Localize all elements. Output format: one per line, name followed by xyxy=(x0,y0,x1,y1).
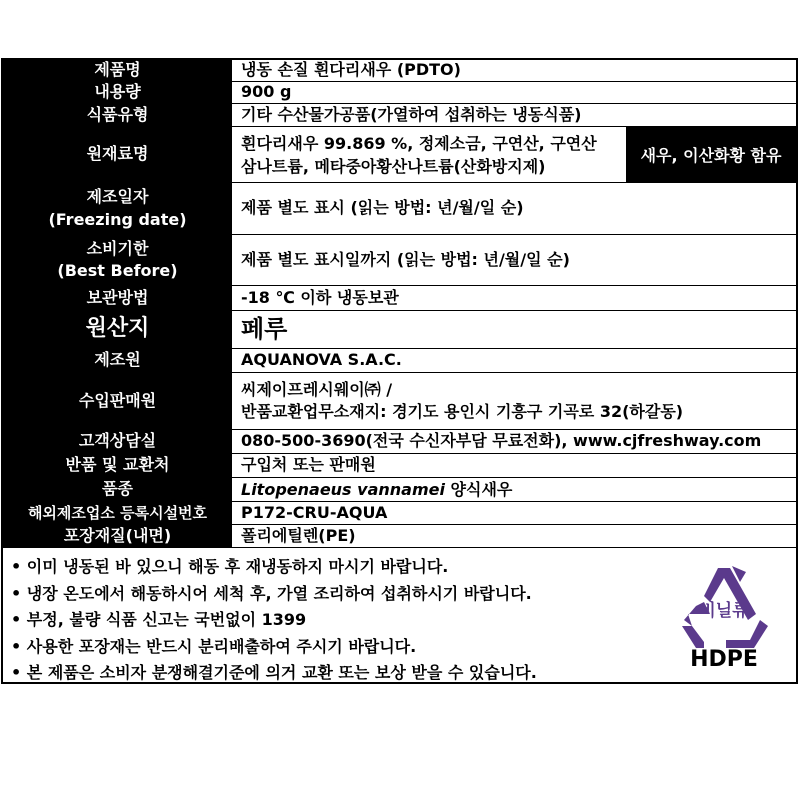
value-customer-service: 080-500-3690(전국 수신자부담 무료전화), www.cjfreshway.com xyxy=(241,431,762,451)
row-importer xyxy=(3,373,796,430)
recycle-material: HDPE xyxy=(690,647,758,672)
value-net-weight: 900 g xyxy=(241,82,292,102)
row-origin xyxy=(3,311,796,349)
row-facility-number xyxy=(3,502,796,525)
label-manufacturer: 제조원 xyxy=(3,349,233,372)
value-facility-number: P172-CRU-AQUA xyxy=(241,502,388,522)
row-net-weight xyxy=(3,82,796,104)
notes-section xyxy=(3,548,796,682)
row-returns xyxy=(3,454,796,478)
value-best-before: 제품 별도 표시일까지 (읽는 방법: 년/월/일 순) xyxy=(241,249,570,269)
label-facility-number: 해외제조업소 등록시설번호 xyxy=(3,502,233,524)
species-scientific-name: Litopenaeus vannamei xyxy=(241,480,445,499)
ingredients-line-1: 흰다리새우 99.869 %, 정제소금, 구연산, 구연산 xyxy=(241,134,597,154)
freezing-date-en: (Freezing date) xyxy=(48,209,187,229)
recycle-icon xyxy=(674,562,774,672)
value-product-name: 냉동 손질 흰다리새우 (PDTO) xyxy=(241,60,461,80)
label-customer-service: 고객상담실 xyxy=(3,430,233,453)
ingredients-line-2: 삼나트륨, 메타중아황산나트륨(산화방지제) xyxy=(241,156,546,176)
label-storage: 보관방법 xyxy=(3,286,233,310)
label-best-before xyxy=(3,235,233,285)
row-best-before xyxy=(3,235,796,286)
label-net-weight: 내용량 xyxy=(3,82,233,103)
row-manufacturer xyxy=(3,349,796,373)
label-species: 품종 xyxy=(3,478,233,501)
best-before-en: (Best Before) xyxy=(57,261,178,280)
label-packaging: 포장재질(내면) xyxy=(3,525,233,547)
note-item: • 사용한 포장재는 반드시 분리배출하여 주시기 바랍니다. xyxy=(11,634,796,661)
label-food-type: 식품유형 xyxy=(3,104,233,126)
value-manufacturer: AQUANOVA S.A.C. xyxy=(241,350,402,370)
value-importer xyxy=(233,373,796,429)
note-item: • 냉장 온도에서 해동하시어 세척 후, 가열 조리하여 섭취하시기 바랍니다. xyxy=(11,581,796,608)
value-packaging: 폴리에틸렌(PE) xyxy=(241,525,356,545)
value-freezing-date: 제품 별도 표시 (읽는 방법: 년/월/일 순) xyxy=(241,198,524,218)
value-ingredients xyxy=(233,127,626,182)
value-storage: -18 ℃ 이하 냉동보관 xyxy=(241,287,399,307)
row-food-type xyxy=(3,104,796,127)
value-food-type: 기타 수산물가공품(가열하여 섭취하는 냉동식품) xyxy=(241,104,582,124)
row-customer-service xyxy=(3,430,796,454)
label-freezing-date xyxy=(3,183,233,234)
freezing-date-kr: 제조일자 xyxy=(86,187,149,207)
importer-line-1: 씨제이프레시웨이㈜ / xyxy=(241,379,393,399)
row-storage xyxy=(3,286,796,311)
label-ingredients: 원재료명 xyxy=(3,127,233,182)
label-origin: 원산지 xyxy=(3,311,233,348)
allergen-notice: 새우, 이산화황 함유 xyxy=(626,127,796,182)
value-species xyxy=(233,478,796,501)
label-product-name: 제품명 xyxy=(3,60,233,81)
value-origin: 페루 xyxy=(241,314,288,343)
row-species xyxy=(3,478,796,502)
label-importer: 수입판매원 xyxy=(3,373,233,429)
product-info-label xyxy=(1,58,798,684)
note-item: • 부정, 불량 식품 신고는 국번없이 1399 xyxy=(11,607,796,634)
best-before-kr: 소비기한 xyxy=(86,238,149,258)
row-ingredients xyxy=(3,127,796,183)
label-returns: 반품 및 교환처 xyxy=(3,454,233,477)
row-freezing-date xyxy=(3,183,796,235)
note-item: • 본 제품은 소비자 분쟁해결기준에 의거 교환 또는 보상 받을 수 있습니다. xyxy=(11,660,796,687)
species-description: 양식새우 xyxy=(444,480,513,499)
recycle-category: 비닐류 xyxy=(699,601,749,621)
note-item: • 이미 냉동된 바 있으니 해동 후 재냉동하지 마시기 바랍니다. xyxy=(11,554,796,581)
row-product-name xyxy=(3,60,796,82)
importer-line-2: 반품교환업무소재지: 경기도 용인시 기흥구 기곡로 32(하갈동) xyxy=(241,402,684,421)
value-returns: 구입처 또는 판매원 xyxy=(241,455,376,475)
row-packaging xyxy=(3,525,796,548)
